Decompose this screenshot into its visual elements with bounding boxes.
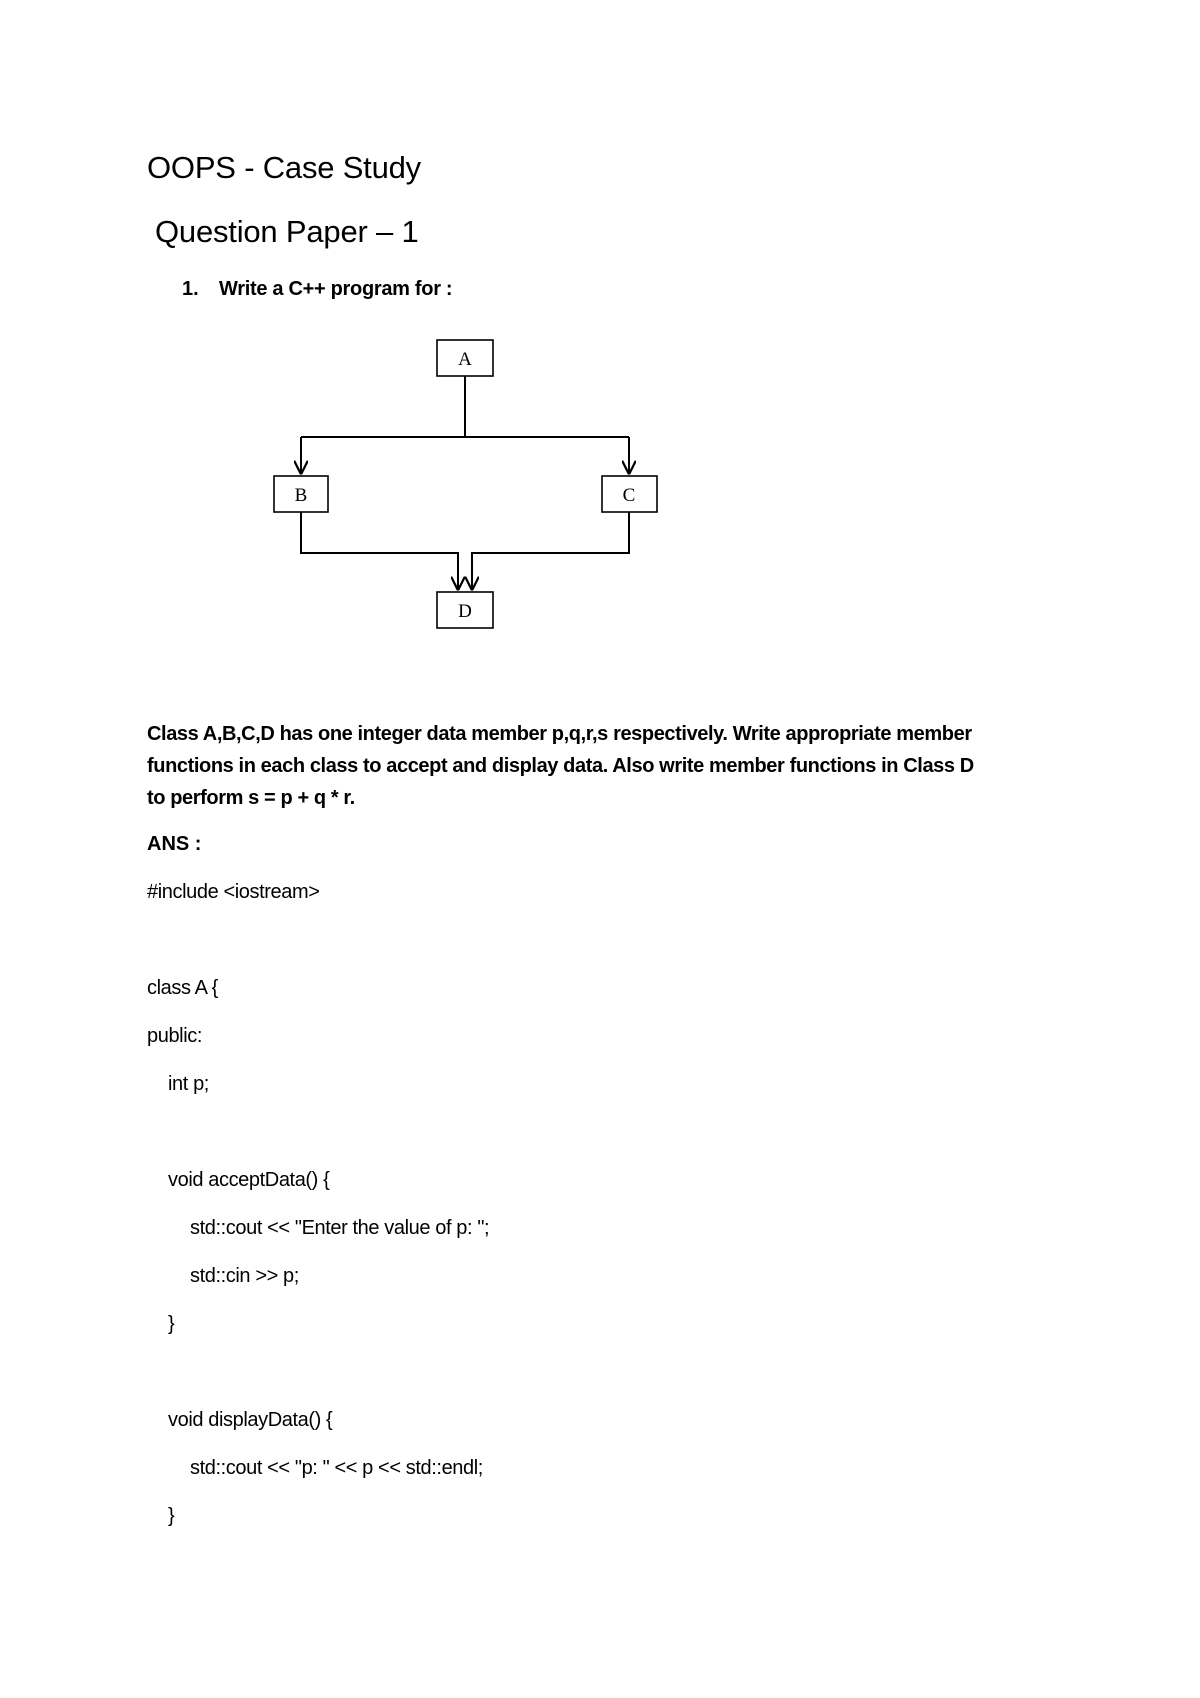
description-line: to perform s = p + q * r. — [147, 787, 355, 809]
page-subtitle: Question Paper – 1 — [155, 214, 419, 249]
description-line: Class A,B,C,D has one integer data member p,q,r,s respectively. Write appropriate member — [147, 723, 972, 745]
edge-c-to-d — [472, 512, 629, 589]
code-line-member: int p; — [168, 1073, 209, 1095]
question-number: 1. — [182, 278, 199, 300]
code-line-include: #include <iostream> — [147, 881, 320, 903]
answer-label: ANS : — [147, 833, 202, 855]
code-line-accept-decl: void acceptData() { — [168, 1169, 330, 1191]
code-line-display-decl: void displayData() { — [168, 1409, 333, 1431]
node-b — [274, 476, 328, 512]
edge-b-to-d — [301, 512, 458, 589]
code-line-class-decl: class A { — [147, 977, 218, 999]
description-line: functions in each class to accept and display data. Also write member functions in Class D — [147, 755, 974, 777]
node-d — [437, 592, 493, 628]
node-d-label: D — [458, 601, 472, 622]
node-a-label: A — [458, 349, 472, 370]
code-line-display-close: } — [168, 1505, 175, 1527]
question-text: Write a C++ program for : — [219, 278, 453, 300]
question-description — [147, 718, 1087, 814]
code-line-public: public: — [147, 1025, 203, 1047]
code-line-display-cout: std::cout << "p: " << p << std::endl; — [190, 1457, 483, 1479]
code-line-accept-cin: std::cin >> p; — [190, 1265, 299, 1287]
node-a — [437, 340, 493, 376]
page-title: OOPS - Case Study — [147, 150, 421, 185]
code-line-accept-cout: std::cout << "Enter the value of p: "; — [190, 1217, 490, 1239]
code-line-accept-close: } — [168, 1313, 175, 1335]
node-b-label: B — [294, 485, 308, 506]
node-c — [602, 476, 657, 512]
inheritance-diagram — [270, 336, 660, 630]
node-c-label: C — [622, 485, 636, 506]
